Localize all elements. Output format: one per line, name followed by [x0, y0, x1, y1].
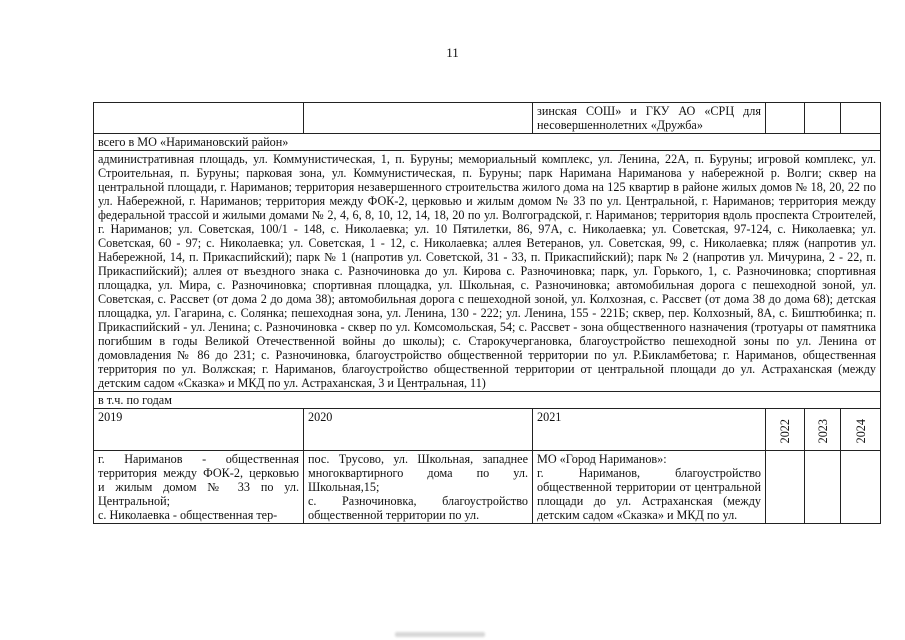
cell-2024-items: [841, 451, 881, 524]
year-2023-cell: [805, 409, 841, 451]
year-2019: 2019: [94, 409, 304, 451]
table-row-continuation: [94, 103, 881, 134]
total-label: всего в МО «Наримановский район»: [94, 134, 881, 151]
page-number: 11: [446, 45, 459, 60]
item-2020-b: с. Разночиновка, благоустройство общественной территории по ул.: [308, 494, 528, 522]
cell-institution-continuation: зинская СОШ» и ГКУ АО «СРЦ для несовершеннолетних «Дружба»: [533, 103, 766, 134]
cell-2023-items: [805, 451, 841, 524]
cell-empty-5: [805, 103, 841, 134]
table-row-addresses: [94, 151, 881, 392]
addresses-list: административная площадь, ул. Коммунистическая, 1, п. Буруны; мемориальный комплекс, ул. Ленина, 22А, п. Буруны; игровой комплекс, ул. Строительная, п. Буруны; парковая зона, ул. Коммунистическая, п. Буруны; парк Наримана Нариманова у набережной р. Волги; сквер на центральной площади, г. Нариманов; территория незавершенного строительства жилого дома на 125 квартир в районе жилых домов № 18, 20, 22 по ул. Набережной, г. Нариманов; территория между ФОК-2, церковью и жилым домом № 33 по ул. Центральной, г. Нариманов; территория между федеральной трассой и жилыми домами № 2, 4, 6, 8, 10, 12, 14, 18, 20 по ул. Волгоградской, г. Нариманов; территория вдоль проспекта Строителей, г. Нариманов; ул. Советская, 100/1 - 148, с. Николаевка; ул. 10 Пятилетки, 86, 97А, с. Николаевка; ул. Советская, 97-124, с. Николаевка; ул. Советская, 60 - 97; с. Николаевка; ул. Советская, 1 - 12, с. Николаевка; аллея Ветеранов, ул. Советская, 99, с. Николаевка; пляж (напротив ул. Набережной, 14, п. Прикаспийский); парк № 1 (напротив ул. Советской, 31 - 33, п. Прикаспийский); парк № 2 (напротив ул. Мичурина, 2 - 22, п. Прикаспийский); аллея от въездного знака с. Разночиновка до ул. Кирова с. Разночиновка; парк, ул. Горького, 1, с. Разночиновка; спортивная площадка, ул. Мира, с. Разночиновка; спортивная площадка, ул. Школьная, с. Разночиновка; автомобильная дорога с пешеходной зоной, ул. Советская, с. Рассвет (от дома 2 до дома 38); автомобильная дорога с пешеходной зоной, ул. Колхозная, с. Рассвет (от дома 38 до дома 68); детская площадка, ул. Гагарина, с. Солянка; пешеходная зона, ул. Ленина, 130 - 222; ул. Ленина, 155 - 221Б; сквер, пер. Колхозный, 8А, с. Биштюбинка; п. Прикаспийский - ул. Ленина; с. Разночиновка - сквер по ул. Комсомольская, 54; с. Рассвет - зона общественного назначения (тротуары от памятника погибшим в годы Великой Отечественной войны до школы); с. Старокучергановка, благоустройство пешеходной зоны по ул. Ленина от домовладения № 86 до 231; с. Разночиновка, благоустройство общественной территории по ул. Р.Бикламбетова; г. Нариманов, общественная территория по ул. Волжская; г. Нариманов, благоустройство общественной территории от центральной площади до ул. Астраханская (между детским садом «Сказка» и МКД по ул. Астраханская, 3 и Центральная, 11): [94, 151, 881, 392]
item-2021-a: МО «Город Нариманов»:: [537, 452, 667, 466]
table-row-total: [94, 134, 881, 151]
year-2020: 2020: [304, 409, 533, 451]
item-2019-a: г. Нариманов - общественная территория между ФОК-2, церковью и жилым домом № 33 по ул. Центральной;: [98, 452, 299, 508]
cell-empty-4: [766, 103, 805, 134]
year-2023: 2023: [815, 418, 830, 443]
cell-empty-1: [94, 103, 304, 134]
item-2019-b: с. Николаевка - общественная тер-: [98, 508, 278, 522]
cell-2021-items: [533, 451, 766, 524]
item-2021-b: г. Нариманов, благоустройство общественной территории от центральной площади до ул. Астраханская (между детским садом «Сказка» и МКД по ул.: [537, 466, 761, 522]
year-2022-cell: [766, 409, 805, 451]
year-2021: 2021: [533, 409, 766, 451]
cell-2020-items: [304, 451, 533, 524]
year-2024: 2024: [853, 418, 868, 443]
cell-2022-items: [766, 451, 805, 524]
item-2020-a: пос. Трусово, ул. Школьная, западнее многоквартирного дома по ул. Школьная,15;: [308, 452, 528, 494]
scan-smudge: [395, 632, 485, 637]
program-table: [93, 102, 881, 524]
table-row-year-items: [94, 451, 881, 524]
year-2024-cell: [841, 409, 881, 451]
year-2022: 2022: [778, 418, 792, 443]
by-years-label: в т.ч. по годам: [94, 392, 881, 409]
cell-empty-6: [841, 103, 881, 134]
table-row-by-years: [94, 392, 881, 409]
cell-2019-items: [94, 451, 304, 524]
table-row-year-header: [94, 409, 881, 451]
cell-empty-2: [304, 103, 533, 134]
